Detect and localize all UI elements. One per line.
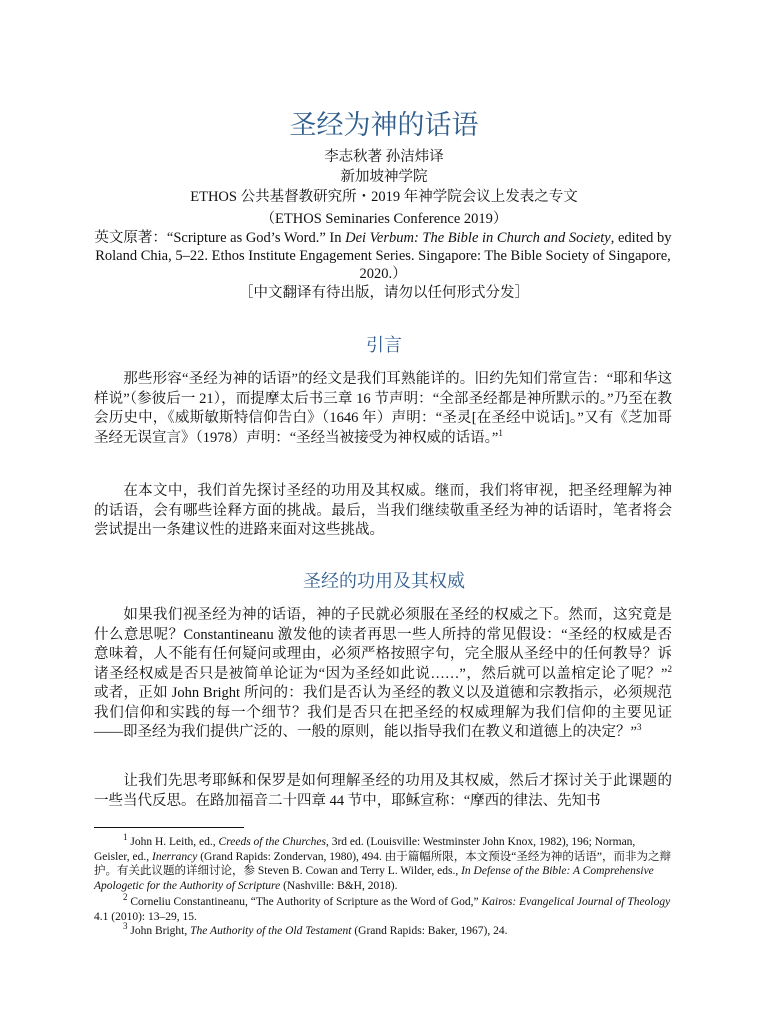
footnote-2-journal: Kairos: Evangelical Journal of Theology bbox=[481, 896, 671, 908]
footnote-ref-2[interactable]: 2 bbox=[667, 663, 672, 674]
footnote-1 bbox=[94, 832, 672, 893]
footnote-3-number: 3 bbox=[123, 921, 128, 932]
footnote-2-text-a: Corneliu Constantineanu, “The Authority of Scripture as the Word of God,” bbox=[130, 896, 482, 908]
footnote-2-text-b: 4.1 (2010): 13–29, 15. bbox=[94, 910, 197, 923]
intro-p2-text: 在本文中，我们首先探讨圣经的功用及其权威。继而，我们将审视，把圣经理解为神的话语，会有哪些诠释方面的挑战。最后，当我们继续敬重圣经为神的话语时，笔者将会尝试提出一条建议性的进路来面对这些挑战。 bbox=[94, 483, 672, 538]
section-heading-intro: 引言 bbox=[366, 335, 402, 356]
footnote-2-number: 2 bbox=[123, 892, 128, 903]
footnote-1-number: 1 bbox=[123, 832, 128, 843]
byline: 李志秋著 孙洁炜译 bbox=[324, 149, 444, 165]
footnote-3-text-a: John Bright, bbox=[130, 925, 191, 937]
footnote-1-text-d: (Nashville: B&H, 2018). bbox=[280, 879, 398, 892]
function-p2-text: 让我们先思考耶稣和保罗是如何理解圣经的功用及其权威，然后才探讨关于此课题的一些当代反思。在路加福音二十四章 44 节中，耶稣宣称：“摩西的律法、先知书 bbox=[94, 773, 672, 809]
footnote-1-title-c: In Defense of the Bible: A Comprehensive Apologetic for the Authority of Scripture bbox=[94, 865, 654, 892]
function-p1b-text: 或者，正如 John Bright 所问的：我们是否认为圣经的教义以及道德和宗教指示，必须规范我们信仰和实践的每一个细节？我们是否只在把圣经的权威理解为我们信仰的主要见证——即圣经为我们提供广泛的、一般的原则，能以指导我们在教义和道德上的决定？” bbox=[94, 685, 672, 740]
footnote-1-title-a: Creeds of the Churches bbox=[218, 836, 326, 848]
original-suffix: , edited by Roland Chia, 5–22. Ethos Institute Engagement Series. Singapore: The Bible Society of Singapore, 2020.） bbox=[95, 230, 672, 282]
section-heading-function: 圣经的功用及其权威 bbox=[303, 571, 465, 592]
original-citation bbox=[94, 229, 672, 283]
page-title: 圣经为神的话语 bbox=[289, 110, 479, 141]
intro-paragraph-1 bbox=[94, 370, 672, 448]
original-prefix: 英文原著：“Scripture as God’s Word.” In bbox=[94, 230, 346, 246]
function-paragraph-2 bbox=[94, 772, 672, 811]
event-line: ETHOS 公共基督教研究所・2019 年神学院会议上发表之专文 bbox=[190, 189, 578, 205]
footnote-ref-1[interactable]: 1 bbox=[498, 427, 503, 438]
footnote-1-text-c: (Grand Rapids: Zondervan, 1980), 494. 由于篇幅所限，本文预设“圣经为神的话语”，而非为之辩护。有关此议题的详细讨论，参 Steven B. Cowan and Terry L. Wilder, eds., bbox=[94, 850, 672, 877]
footnote-1-text-a: John H. Leith, ed., bbox=[130, 836, 219, 848]
footnote-3-book: The Authority of the Old Testament bbox=[190, 925, 352, 937]
intro-p1-text: 那些形容“圣经为神的话语”的经文是我们耳熟能详的。旧约先知们常宣告：“耶和华这样说”（参彼后一 21），而提摩太后书三章 16 节声明：“全部圣经都是神所默示的。”乃至在教会历史中，《威斯敏斯特信仰告白》（1646 年）声明：“圣灵[在圣经中说话]。”又有《芝加哥圣经无误宣言》（1978）声明：“圣经当被接受为神权威的话语。” bbox=[94, 371, 672, 446]
institution: 新加坡神学院 bbox=[340, 169, 428, 185]
original-book-title: Dei Verbum: The Bible in Church and Society bbox=[345, 230, 611, 246]
footnote-3-text-b: (Grand Rapids: Baker, 1967), 24. bbox=[351, 925, 508, 937]
footnote-ref-3[interactable]: 3 bbox=[636, 722, 642, 733]
footnote-2 bbox=[94, 892, 672, 924]
distribution-notice: ［中文翻译有待出版，请勿以任何形式分发］ bbox=[239, 285, 529, 301]
function-p1a-text: 如果我们视圣经为神的话语，神的子民就必须服在圣经的权威之下。然而，这究竟是什么意思呢？Constantineanu 激发他的读者再思一些人所持的常见假设：“圣经的权威是否意味着，人不能有任何疑问或理由，必须严格按照字句，完全服从圣经中的任何教导？诉诸圣经权威是否只是被简单论证为“因为圣经如此说……”，然后就可以盖棺定论了呢？” bbox=[94, 607, 672, 682]
footnote-1-text-b: , 3rd ed. (Louisville: Westminster John Knox, 1982), 196; Norman, Geisler, ed., bbox=[94, 836, 636, 863]
footnote-separator bbox=[94, 827, 244, 828]
conference-line: （ETHOS Seminaries Conference 2019） bbox=[260, 211, 508, 227]
footnote-3 bbox=[94, 921, 672, 939]
footnote-1-title-b: Inerrancy bbox=[151, 850, 198, 863]
intro-paragraph-2 bbox=[94, 482, 672, 541]
function-paragraph-1 bbox=[94, 606, 672, 743]
